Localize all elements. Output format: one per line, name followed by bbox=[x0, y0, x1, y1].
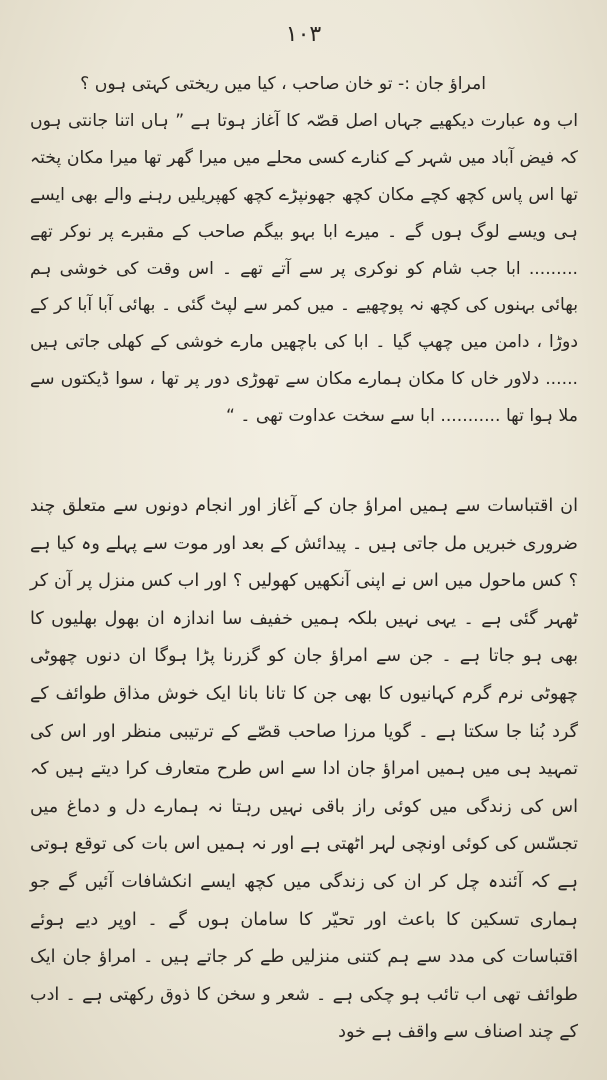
quote-paragraph: اب وہ عبارت دیکھیے جہاں اصل قصّہ کا آغاز ہوتا ہے ” ہاں اتنا جانتی ہوں کہ فیض آباد میں شہر کے کنارے کسی محلے میں میرا گھر تھا میرا مکان پختہ تھا اس پاس کچھ کچے مکان کچھ جھونپڑے کچھ کھپریلیں رہنے والے بھی ایسے ہی ویسے لوگ ہوں گے ۔ میرے ابا بہو بیگم صاحب کے مقبرے پر نوکر تھے ......... ابا جب شام کو نوکری پر سے آتے تھے ۔ اس وقت کی خوشی ہم بھائی بہنوں کی کچھ نہ پوچھیے ۔ میں کمر سے لپٹ گئی ۔ بھائی آبا آبا کر کے دوڑا ، دامن میں چھپ گیا ۔ ابا کی باچھیں مارے خوشی کے کھلی جاتی ہیں ...... دلاور خاں کا مکان ہمارے مکان سے تھوڑی دور پر تھا ، سوا ڈیکتوں سے ملا ہوا تھا ........... ابا سے سخت عداوت تھی ۔ “ bbox=[30, 110, 578, 427]
quote-heading-line: امراؤ جان :- تو خان صاحب ، کیا میں ریختی کہتی ہوں ؟ bbox=[80, 74, 486, 94]
body-paragraph: ان اقتباسات سے ہمیں امراؤ جان کے آغاز اور انجام دونوں سے متعلق چند ضروری خبریں مل جاتی ہیں ۔ پیدائش کے بعد اور موت سے پہلے وہ کیا ہے ؟ کس ماحول میں اس نے اپنی آنکھیں کھولیں ؟ اور اب کس منزل پر آن کر ٹھہر گئی ہے ۔ یہی نہیں بلکہ ہمیں خفیف سا اندازہ ان بھول بھلیوں کا بھی ہو جاتا ہے ۔ جن سے امراؤ جان کو گزرنا پڑا ہوگا ان دنوں چھوٹی چھوٹی نرم گرم کہانیوں کا بھی جن کا تانا بانا ایک خوش مذاق طوائف کے گرد بُنا جا سکتا ہے ۔ گویا مرزا صاحب قصّے کے ترتیبی منظر اور اس کی تمہید ہی میں ہمیں امراؤ جان ادا سے اس طرح متعارف کرا دیتے ہیں کہ اس کی زندگی میں کوئی راز باقی نہیں رہتا نہ ہمارے دل و دماغ میں تجسّس کی کوئی اونچی لہر اٹھتی ہے اور نہ ہمیں اس بات کی توقع ہوتی ہے کہ آئندہ چل کر ان کی زندگی میں کچھ ایسے انکشافات آئیں گے جو ہماری تسکین کا باعث اور تحیّر کا سامان ہوں گے ۔ اوپر دیے ہوئے اقتباسات کی مدد سے ہم کتنی منزلیں طے کر جاتے ہیں ۔ امراؤ جان ایک طوائف تھی اب تائب ہو چکی ہے ۔ شعر و سخن کا ذوق رکھتی ہے ۔ ادب کے چند اصناف سے واقف ہے خود bbox=[30, 496, 578, 1043]
page-number: ۱۰۳ bbox=[285, 22, 322, 47]
quoted-passage bbox=[30, 66, 578, 435]
commentary-passage bbox=[30, 488, 578, 1052]
